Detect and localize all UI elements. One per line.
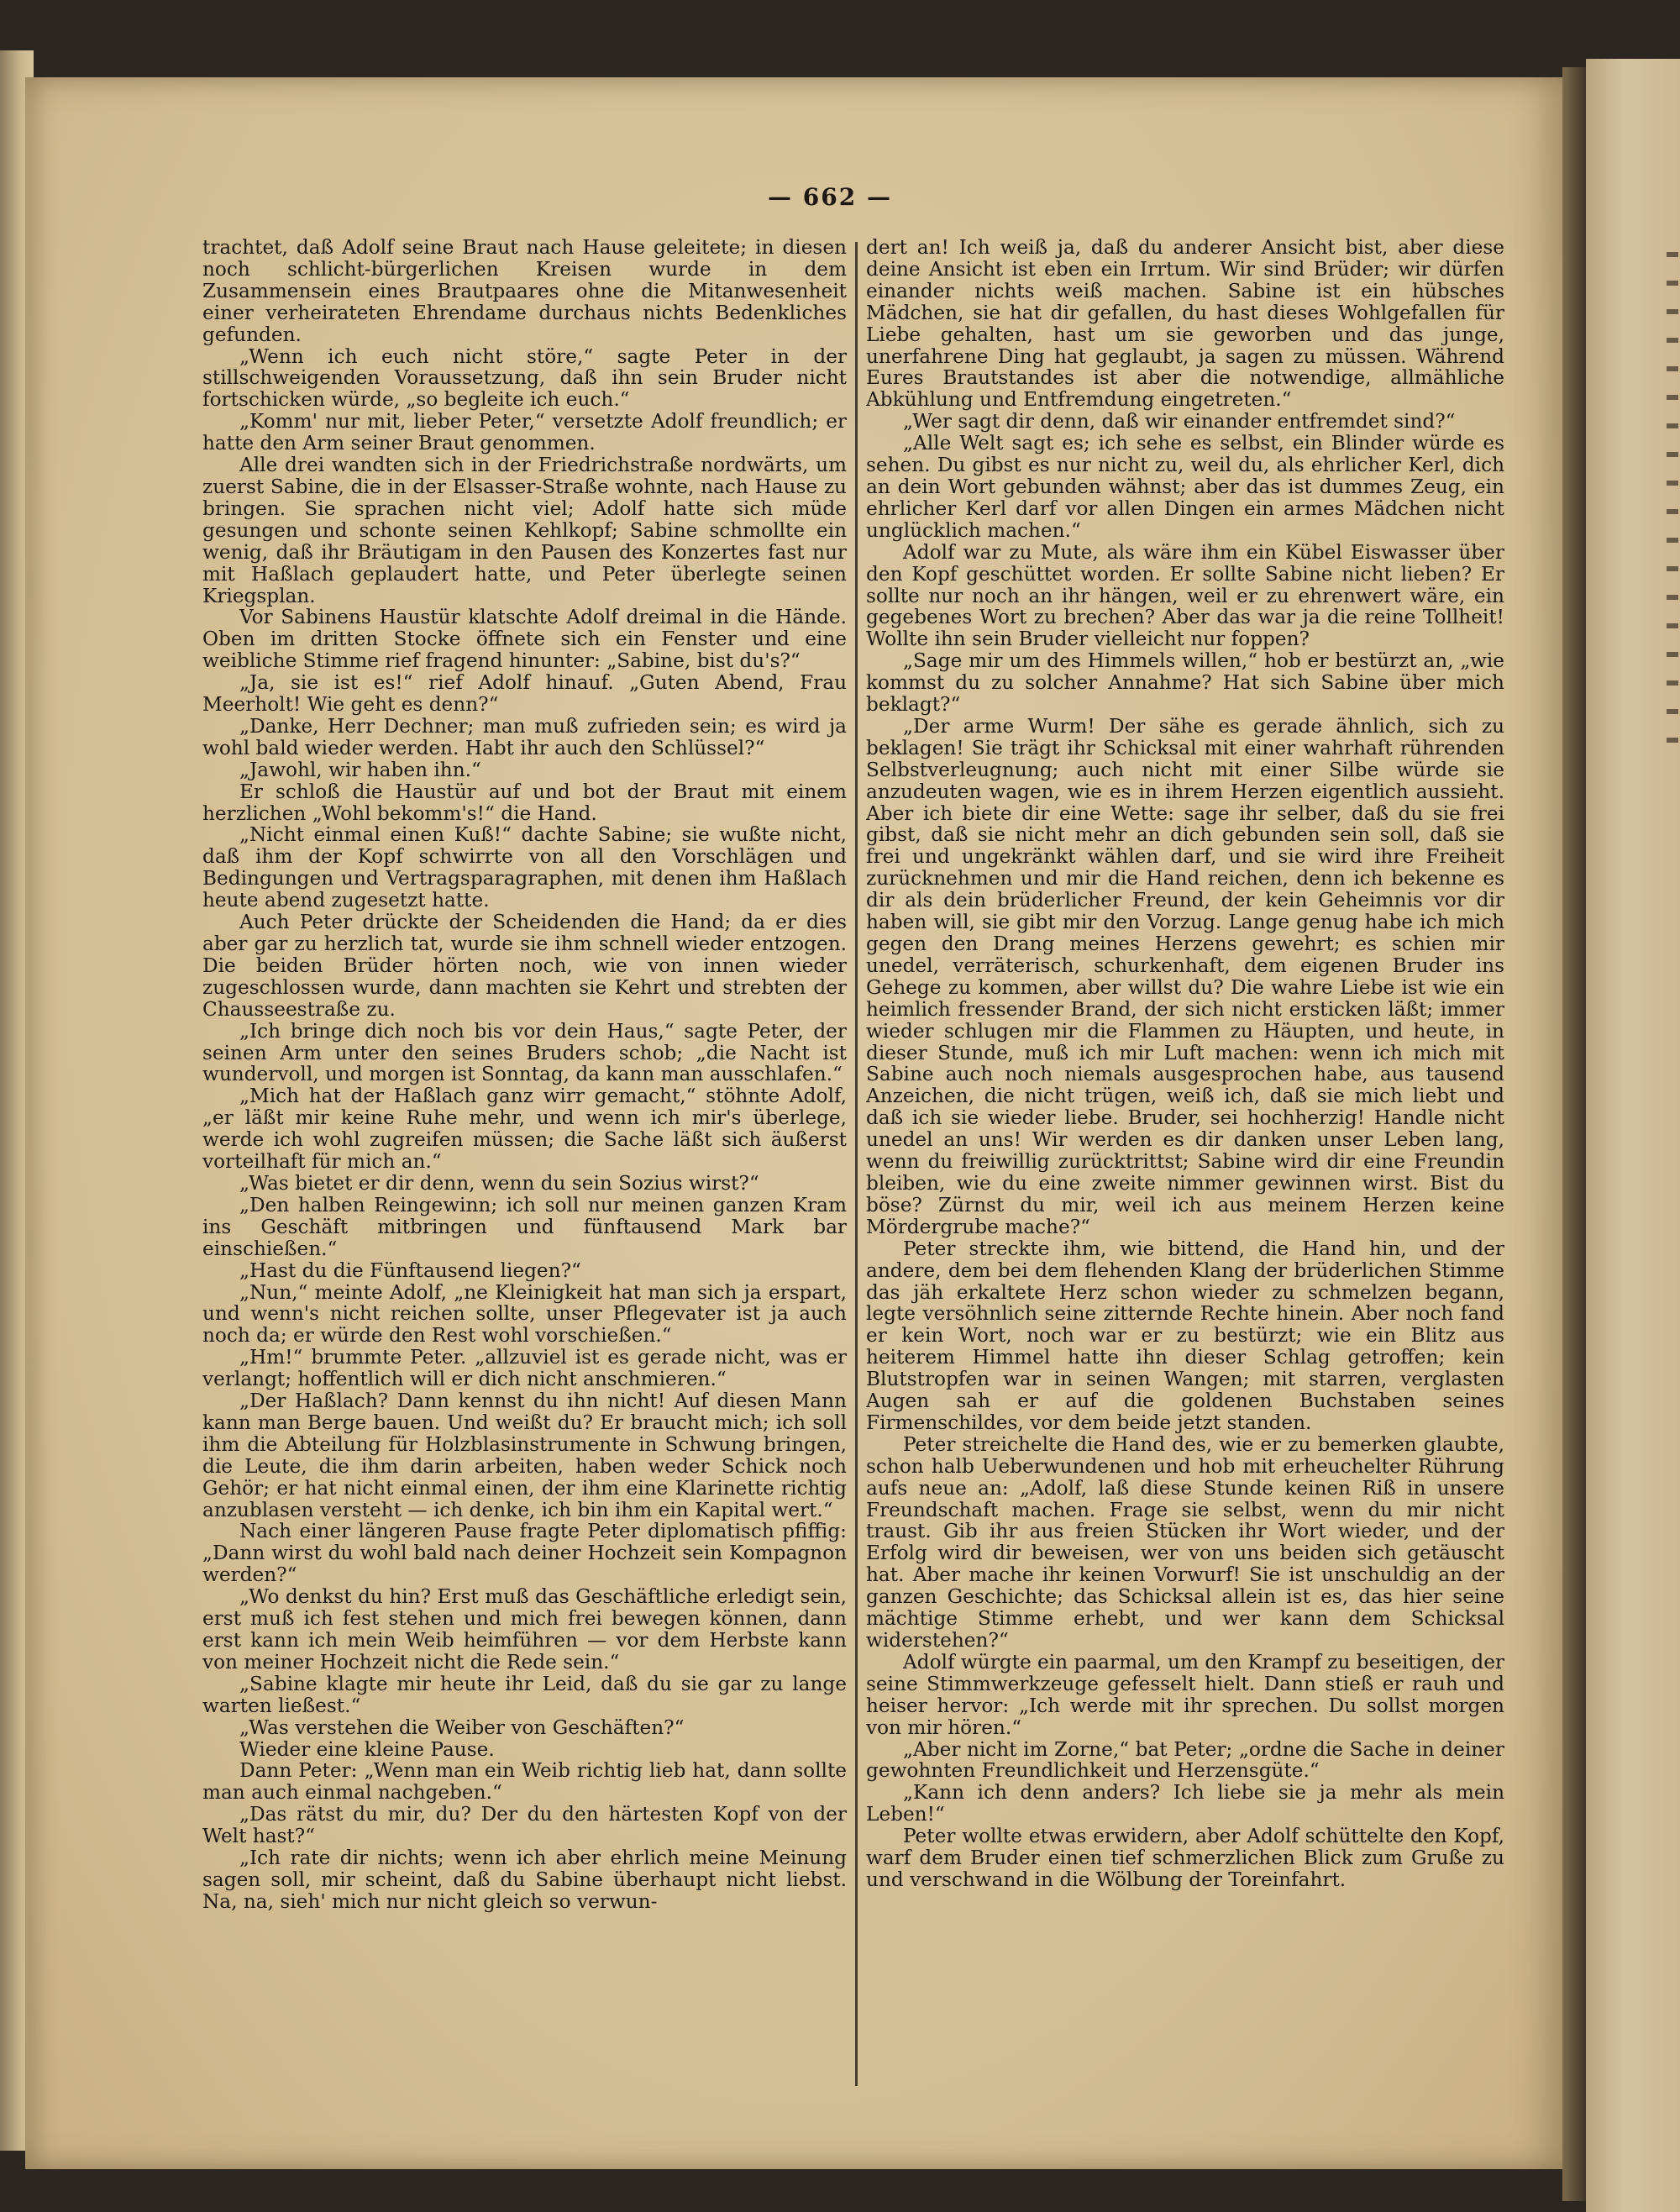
next-page-text-sliver	[1667, 252, 1678, 756]
paragraph: Peter wollte etwas erwidern, aber Adolf schüttelte den Kopf, warf dem Bruder einen tief schmerzlichen Blick zum Gruße zu und verschwand in die Wölbung der Toreinfahrt.	[866, 1825, 1504, 1891]
left-text-column	[202, 237, 847, 2098]
next-page-edge	[1586, 59, 1680, 2212]
paragraph: „Wo denkst du hin? Erst muß das Geschäftliche erledigt sein, erst muß ich fest stehen und mich frei bewegen können, dann erst kann ich mein Weib heimführen — vor dem Herbste kann von meiner Hochzeit nicht die Rede sein.“	[202, 1585, 847, 1673]
paragraph: „Aber nicht im Zorne,“ bat Peter; „ordne die Sache in deiner gewohnten Freundlichkeit und Herzensgüte.“	[866, 1737, 1504, 1783]
paragraph: „Nicht einmal einen Kuß!“ dachte Sabine; sie wußte nicht, daß ihm der Kopf schwirrte von all den Vorschlägen und Bedingungen und Vertragsparagraphen, mit denen ihm Haßlach heute abend zugesetzt hatte.	[202, 823, 847, 912]
paragraph: „Sabine klagte mir heute ihr Leid, daß du sie gar zu lange warten ließest.“	[202, 1672, 847, 1717]
paragraph: „Nun,“ meinte Adolf, „ne Kleinigkeit hat man sich ja erspart, und wenn's nicht reichen sollte, unser Pflegevater ist ja auch noch da; er würde den Rest wohl vorschießen.“	[202, 1280, 847, 1348]
paragraph: „Hast du die Fünftausend liegen?“	[239, 1258, 581, 1282]
paragraph: „Ja, sie ist es!“ rief Adolf hinauf. „Guten Abend, Frau Meerholt! Wie geht es denn?“	[202, 671, 847, 717]
paragraph: „Ich rate dir nichts; wenn ich aber ehrlich meine Meinung sagen soll, mir scheint, daß du Sabine überhaupt nicht liebst. Na, na, sieh' mich nur nicht gleich so verwun-	[202, 1847, 847, 1913]
page-number: — 662 —	[768, 183, 892, 211]
paragraph: Peter streckte ihm, wie bittend, die Hand hin, und der andere, dem bei dem flehenden Klang der brüderlichen Stimme das jäh erkaltete Herz schon wieder zu schmelzen begann, legte versöhnlich seine zitternde Rechte hinein. Aber noch fand er kein Wort, noch war er zu bestürzt; wie ein Blitz aus heiterem Himmel hatte ihn dieser Schlag getroffen; kein Blutstropfen war in seinen Wangen; mit starren, verglasten Augen sah er auf die goldenen Buchstaben seines Firmenschildes, vor dem beide jetzt standen.	[866, 1237, 1504, 1434]
paragraph: Vor Sabinens Haustür klatschte Adolf dreimal in die Hände. Oben im dritten Stocke öffnete sich ein Fenster und eine weibliche Stimme rief fragend hinunter: „Sabine, bist du's?“	[202, 606, 847, 673]
paragraph: „Das rätst du mir, du? Der du den härtesten Kopf von der Welt hast?“	[202, 1803, 847, 1848]
paragraph: Alle drei wandten sich in der Friedrichstraße nordwärts, um zuerst Sabine, die in der Elsasser-Straße wohnte, nach Hause zu bringen. Sie sprachen nicht viel; Adolf hatte sich müde gesungen und schonte seinen Kehlkopf; Sabine schmollte ein wenig, daß ihr Bräutigam in den Pausen des Konzertes fast nur mit Haßlach geplaudert hatte, und Peter überlegte seinen Kriegsplan.	[202, 454, 847, 607]
paragraph: Wieder eine kleine Pause.	[239, 1737, 495, 1761]
paragraph: Er schloß die Haustür auf und bot der Braut mit einem herzlichen „Wohl bekomm's!“ die Hand.	[202, 780, 847, 825]
paragraph: „Den halben Reingewinn; ich soll nur meinen ganzen Kram ins Geschäft mitbringen und fünftausend Mark bar einschießen.“	[202, 1193, 847, 1260]
paragraph: Dann Peter: „Wenn man ein Weib richtig lieb hat, dann sollte man auch einmal nachgeben.“	[202, 1759, 847, 1805]
paragraph: „Wer sagt dir denn, daß wir einander entfremdet sind?“	[903, 410, 1456, 433]
paragraph: „Der Haßlach? Dann kennst du ihn nicht! Auf diesen Mann kann man Berge bauen. Und weißt du? Er braucht mich; ich soll ihm die Abteilung für Holzblasinstrumente in Schwung bringen, die Leute, die ihm darin arbeiten, haben weder Schick noch Gehör; er hat nicht einmal einen, der ihm eine Klarinette richtig anzublasen versteht — ich denke, ich bin ihm ein Kapital wert.“	[202, 1390, 847, 1521]
paragraph: Nach einer längeren Pause fragte Peter diplomatisch pfiffig: „Dann wirst du wohl bald nach deiner Hochzeit sein Kompagnon werden?“	[202, 1520, 847, 1587]
paragraph: Peter streichelte die Hand des, wie er zu bemerken glaubte, schon halb Ueberwundenen und hob mit erheuchelter Rührung aufs neue an: „Adolf, laß diese Stunde keinen Riß in unsere Freundschaft machen. Frage sie selbst, wenn du mir nicht traust. Gib ihr aus freien Stücken ihr Wort wieder, und der Erfolg wird dir beweisen, wer von uns beiden sich getäuscht hat. Aber mache ihr keinen Vorwurf! Sie ist unschuldig an der ganzen Geschichte; das Schicksal allein ist es, das hier seine mächtige Stimme erhebt, und wer kann dem Schicksal widerstehen?“	[866, 1432, 1504, 1652]
paragraph: trachtet, daß Adolf seine Braut nach Hause geleitete; in diesen noch schlicht-bürgerlichen Kreisen wurde in dem Zusammensein eines Brautpaares ohne die Mitanwesenheit einer verheirateten Ehrendame durchaus nichts Bedenkliches gefunden.	[202, 237, 847, 346]
paragraph: „Was bietet er dir denn, wenn du sein Sozius wirst?“	[239, 1171, 759, 1195]
paragraph: „Wenn ich euch nicht störe,“ sagte Peter in der stillschweigenden Voraussetzung, daß ihn sein Bruder nicht fortschicken würde, „so begleite ich euch.“	[202, 344, 847, 412]
right-text-column	[866, 237, 1504, 2098]
paragraph: Adolf würgte ein paarmal, um den Krampf zu beseitigen, der seine Stimmwerkzeuge gefesselt hielt. Dann stieß er rauh und heiser hervor: „Ich werde mit ihr sprechen. Du sollst morgen von mir hören.“	[866, 1650, 1504, 1739]
paragraph: „Hm!“ brummte Peter. „allzuviel ist es gerade nicht, was er verlangt; hoffentlich will er dich nicht anschmieren.“	[202, 1346, 847, 1391]
paragraph: Auch Peter drückte der Scheidenden die Hand; da er dies aber gar zu herzlich tat, wurde sie ihm schnell wieder entzogen. Die beiden Brüder hörten noch, wie von innen wieder zugeschlossen wurde, dann machten sie Kehrt und strebten der Chausseestraße zu.	[202, 911, 847, 1021]
paragraph: „Danke, Herr Dechner; man muß zufrieden sein; es wird ja wohl bald wieder werden. Habt ihr auch den Schlüssel?“	[202, 714, 847, 759]
paragraph: „Ich bringe dich noch bis vor dein Haus,“ sagte Peter, der seinen Arm unter den seines Bruders schob; „die Nacht ist wundervoll, und morgen ist Sonntag, da kann man ausschlafen.“	[202, 1019, 847, 1086]
paragraph: „Was verstehen die Weiber von Geschäften?“	[239, 1715, 685, 1739]
paragraph: „Alle Welt sagt es; ich sehe es selbst, ein Blinder würde es sehen. Du gibst es nur nicht zu, weil du, als ehrlicher Kerl, dich an dein Wort gebunden wähnst; aber das ist dummes Zeug, ein ehrlicher Kerl darf vor allen Dingen ein armes Mädchen nicht unglücklich machen.“	[866, 432, 1504, 542]
paragraph: dert an! Ich weiß ja, daß du anderer Ansicht bist, aber diese deine Ansicht ist eben ein Irrtum. Wir sind Brüder; wir dürfen einander nichts weiß machen. Sabine ist ein hübsches Mädchen, sie hat dir gefallen, du hast dieses Wohlgefallen für Liebe gehalten, hast um sie geworben und das junge, unerfahrene Ding hat geglaubt, ja sagen zu müssen. Während Eures Brautstandes ist aber die notwendige, allmähliche Abkühlung und Entfremdung eingetreten.“	[866, 237, 1504, 412]
paragraph: „Komm' nur mit, lieber Peter,“ versetzte Adolf freundlich; er hatte den Arm seiner Braut genommen.	[202, 410, 847, 455]
paragraph: „Mich hat der Haßlach ganz wirr gemacht,“ stöhnte Adolf, „er läßt mir keine Ruhe mehr, und wenn ich mir's überlege, werde ich wohl zugreifen müssen; die Sache läßt sich äußerst vorteilhaft für mich an.“	[202, 1085, 847, 1174]
paragraph: „Jawohl, wir haben ihn.“	[239, 758, 481, 781]
book-gutter	[1562, 67, 1588, 2201]
paragraph: „Der arme Wurm! Der sähe es gerade ähnlich, sich zu beklagen! Sie trägt ihr Schicksal mit einer wahrhaft rührenden Selbstverleugnung; auch nicht mit einer Silbe würde sie anzudeuten wagen, wie es in ihrem Herzen eigentlich aussieht. Aber ich biete dir eine Wette: sage ihr selber, daß du sie frei gibst, daß sie nicht mehr an dich gebunden sein soll, daß sie frei und ungekränkt wählen darf, und sie wird ihre Freiheit zurücknehmen und mir die Hand reichen, denn ich bekenne es dir als dein brüderlicher Freund, der kein Geheimnis vor dir haben will, sie gibt mir den Vorzug. Lange genug habe ich mich gegen den Drang meines Herzens gewehrt; es schien mir unedel, verräterisch, schurkenhaft, dem eigenen Bruder ins Gehege zu kommen, aber willst du? Die wahre Liebe ist wie ein heimlich fressender Brand, der sich nicht ersticken läßt; immer wieder schlugen mir die Flammen zu Häupten, und heute, in dieser Stunde, muß ich mir Luft machen: wenn ich mich mit Sabine auch noch niemals ausgesprochen habe, aus tausend Anzeichen, die nicht trügen, weiß ich, daß sie mich liebt und daß ich sie wieder liebe. Bruder, sei hochherzig! Handle nicht unedel an uns! Wir werden es dir danken unser Leben lang, wenn du freiwillig zurücktrittst; Sabine wird dir eine Freundin bleiben, wie du eine zweite nimmer gewinnen wirst. Bist du böse? Zürnst du mir, weil ich aus meinem Herzen keine Mördergrube mache?“	[866, 714, 1504, 1238]
paragraph: „Kann ich denn anders? Ich liebe sie ja mehr als mein Leben!“	[866, 1781, 1504, 1826]
paragraph: „Sage mir um des Himmels willen,“ hob er bestürzt an, „wie kommst du zu solcher Annahme? Hat sich Sabine über mich beklagt?“	[866, 649, 1504, 717]
paragraph: Adolf war zu Mute, als wäre ihm ein Kübel Eiswasser über den Kopf geschüttet worden. Er sollte Sabine nicht lieben? Er sollte nur noch an ihr hängen, weil er zu ehrenwert wäre, ein gegebenes Wort zu brechen? Aber das war ja die reine Tollheit! Wollte ihn sein Bruder vielleicht nur foppen?	[866, 540, 1504, 651]
column-rule	[855, 242, 858, 2086]
